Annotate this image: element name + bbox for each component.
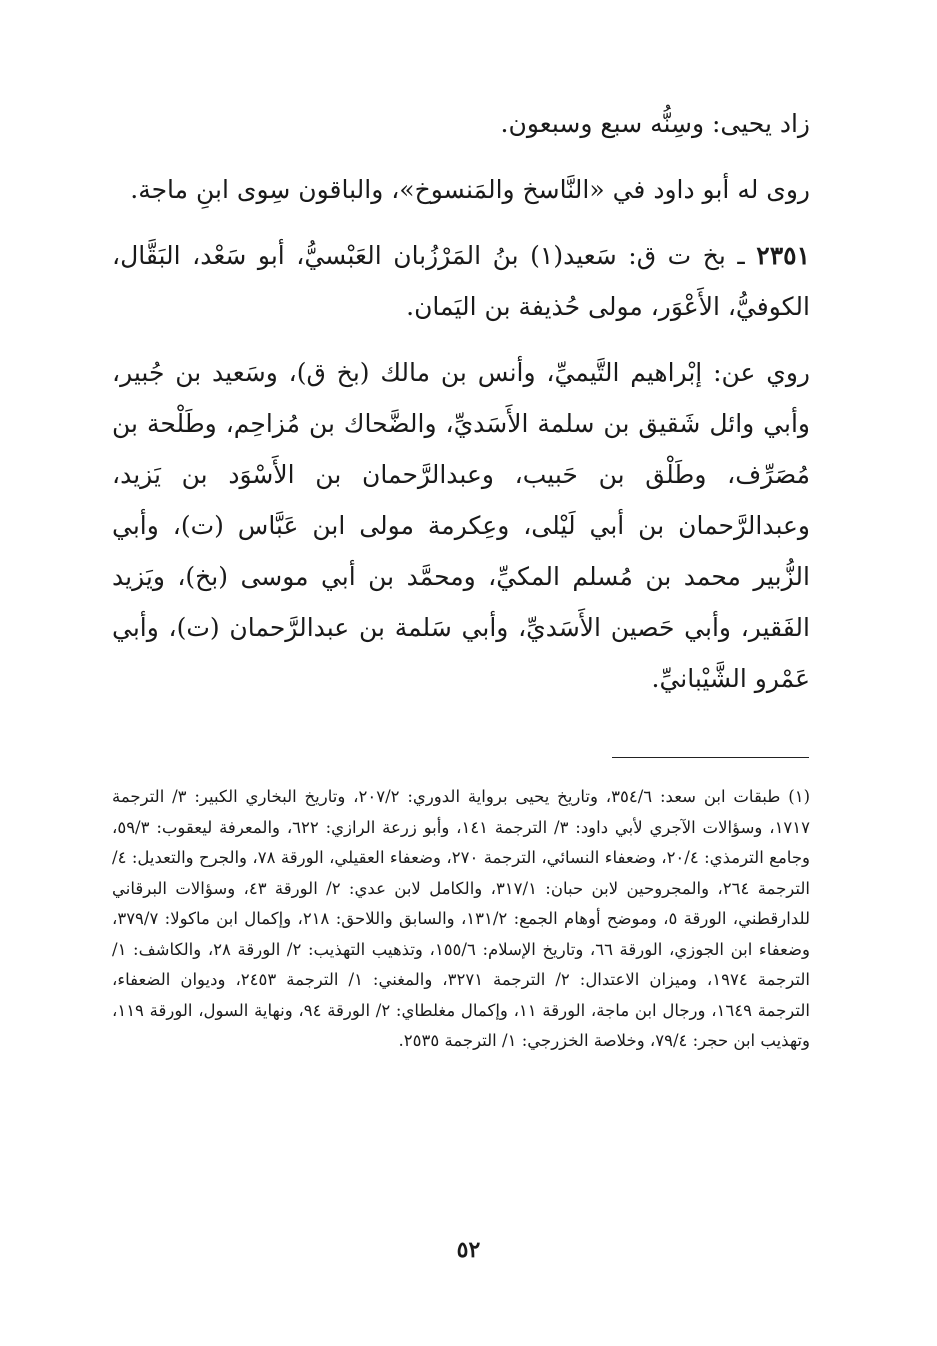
entry-heading — [112, 230, 810, 332]
entry-number: ٢٣٥١ — [756, 241, 810, 270]
main-text — [112, 98, 810, 704]
footnote-divider — [612, 757, 809, 758]
paragraph-narrated-by: روى له أبو داود في «النَّاسخ والمَنسوخ»، والباقون سِوى ابنِ ماجة. — [130, 175, 810, 204]
footnote — [112, 782, 810, 1057]
paragraph-age: زاد يحيى: وسِنُّه سبع وسبعون. — [500, 109, 810, 138]
page-number: ٥٢ — [456, 1237, 481, 1263]
paragraph-narrated-from: روي عن: إبْراهيم التَّيميِّ، وأنس بن مالك (بخ ق)، وسَعيد بن جُبير، وأبي وائل شَقيق بن سلمة الأَسَديِّ، والضَّحاك بن مُزاحِم، وطَلْحة بن مُصَرِّف، وطَلْق بن حَبيب، وعبدالرَّحمان بن الأَسْوَد بن يَزيد، وعبدالرَّحمان بن أبي لَيْلى، وعِكرمة مولى ابن عَبَّاس (ت)، وأبي الزُّبير محمد بن مُسلم المكيِّ، ومحمَّد بن أبي موسى (بخ)، ويَزيد الفَقير، وأبي حَصين الأَسَديِّ، وأبي سَلمة بن عبدالرَّحمان (ت)، وأبي عَمْرو الشَّيْبانيِّ. — [112, 358, 810, 693]
footnote-text: (١) طبقات ابن سعد: ٣٥٤/٦، وتاريخ يحيى برواية الدوري: ٢٠٧/٢، وتاريخ البخاري الكبير: ٣/ الترجمة ١٧١٧، وسؤالات الآجري لأبي داود: ٣/ الترجمة ١٤١، وأبو زرعة الرازي: ٦٢٢، والمعرفة ليعقوب: ٥٩/٣، وجامع الترمذي: ٢٠/٤، وضعفاء النسائي، الترجمة ٢٧٠، وضعفاء العقيلي، الورقة ٧٨، والجرح والتعديل: ٤/ الترجمة ٢٦٤، والمجروحين لابن حبان: ٣١٧/١، والكامل لابن عدي: ٢/ الورقة ٤٣، وسؤالات البرقاني للدارقطني، الورقة ٥، وموضح أوهام الجمع: ١٣١/٢، والسابق واللاحق: ٢١٨، وإكمال ابن ماكولا: ٣٧٩/٧، وضعفاء ابن الجوزي، الورقة ٦٦، وتاريخ الإسلام: ١٥٥/٦، وتذهيب التهذيب: ٢/ الورقة ٢٨، والكاشف: ١/ الترجمة ١٩٧٤، وميزان الاعتدال: ٢/ الترجمة ٣٢٧١، والمغني: ١/ الترجمة ٢٤٥٣، وديوان الضعفاء، الترجمة ١٦٤٩، ورجال ابن ماجة، الورقة ١١، وإكمال مغلطاي: ٢/ الورقة ٩٤، ونهاية السول، الورقة ١١٩، وتهذيب ابن حجر: ٧٩/٤، وخلاصة الخزرجي: ١/ الترجمة ٢٥٣٥. — [112, 787, 811, 1050]
entry-body: ـ بخ ت ق: سَعيد(١) بنُ المَرْزُبان العَبْسيُّ، أبو سَعْد، البَقَّال، الكوفيُّ، الأَعْوَر، مولى حُذيفة بن اليَمان. — [112, 241, 810, 321]
